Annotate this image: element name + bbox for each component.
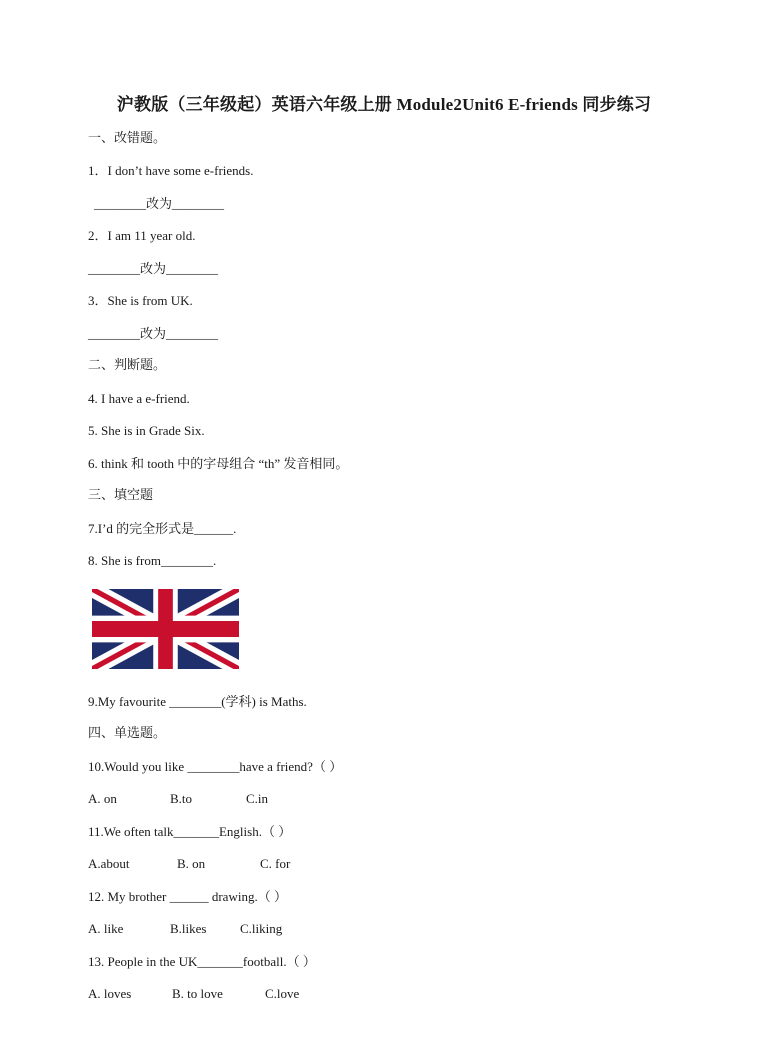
answer-line-1[interactable]: ________改为________ (94, 196, 225, 211)
question-2: 2．I am 11 year old. (88, 228, 196, 243)
question-6: 6. think 和 tooth 中的字母组合 “th” 发音相同。 (88, 456, 349, 471)
options-10 (88, 790, 268, 808)
options-13 (88, 985, 299, 1003)
options-11 (88, 855, 290, 873)
question-5: 5. She is in Grade Six. (88, 423, 205, 438)
option-a[interactable]: A.about (88, 856, 130, 871)
question-7: 7.I’d 的完全形式是______. (88, 521, 237, 536)
option-a[interactable]: A. loves (88, 986, 132, 1001)
option-b[interactable]: B. to love (172, 986, 223, 1001)
question-3: 3．She is from UK. (88, 293, 193, 308)
question-9: 9.My favourite ________(学科) is Maths. (88, 694, 307, 709)
question-8: 8. She is from________. (88, 553, 217, 568)
question-11: 11.We often talk_______English.（ ） (88, 824, 292, 839)
answer-line-2[interactable]: ________改为________ (88, 261, 219, 276)
question-12: 12. My brother ______ drawing.（ ） (88, 889, 287, 904)
question-13: 13. People in the UK_______football.（ ） (88, 954, 316, 969)
options-12 (88, 920, 282, 938)
option-c[interactable]: C.in (246, 791, 269, 806)
option-a[interactable]: A. on (88, 791, 117, 806)
section-heading-fill-blank: 三、填空题 (88, 488, 154, 503)
section-heading-correction: 一、改错题。 (88, 131, 167, 146)
option-b[interactable]: B. on (177, 856, 206, 871)
question-4: 4. I have a e-friend. (88, 391, 190, 406)
page-title: 沪教版（三年级起）英语六年级上册 Module2Unit6 E-friends 同步练习 (116, 95, 652, 114)
option-c[interactable]: C.liking (240, 921, 283, 936)
section-heading-multiple-choice: 四、单选题。 (88, 726, 167, 741)
option-c[interactable]: C.love (265, 986, 300, 1001)
answer-line-3[interactable]: ________改为________ (88, 326, 219, 341)
option-b[interactable]: B.likes (170, 921, 207, 936)
question-1: 1．I don’t have some e-friends. (88, 163, 254, 178)
section-heading-judgement: 二、判断题。 (88, 358, 167, 373)
option-a[interactable]: A. like (88, 921, 124, 936)
option-b[interactable]: B.to (170, 791, 193, 806)
question-10: 10.Would you like ________have a friend?（ ） (88, 759, 343, 774)
union-jack-flag-image (92, 589, 239, 669)
option-c[interactable]: C. for (260, 856, 291, 871)
